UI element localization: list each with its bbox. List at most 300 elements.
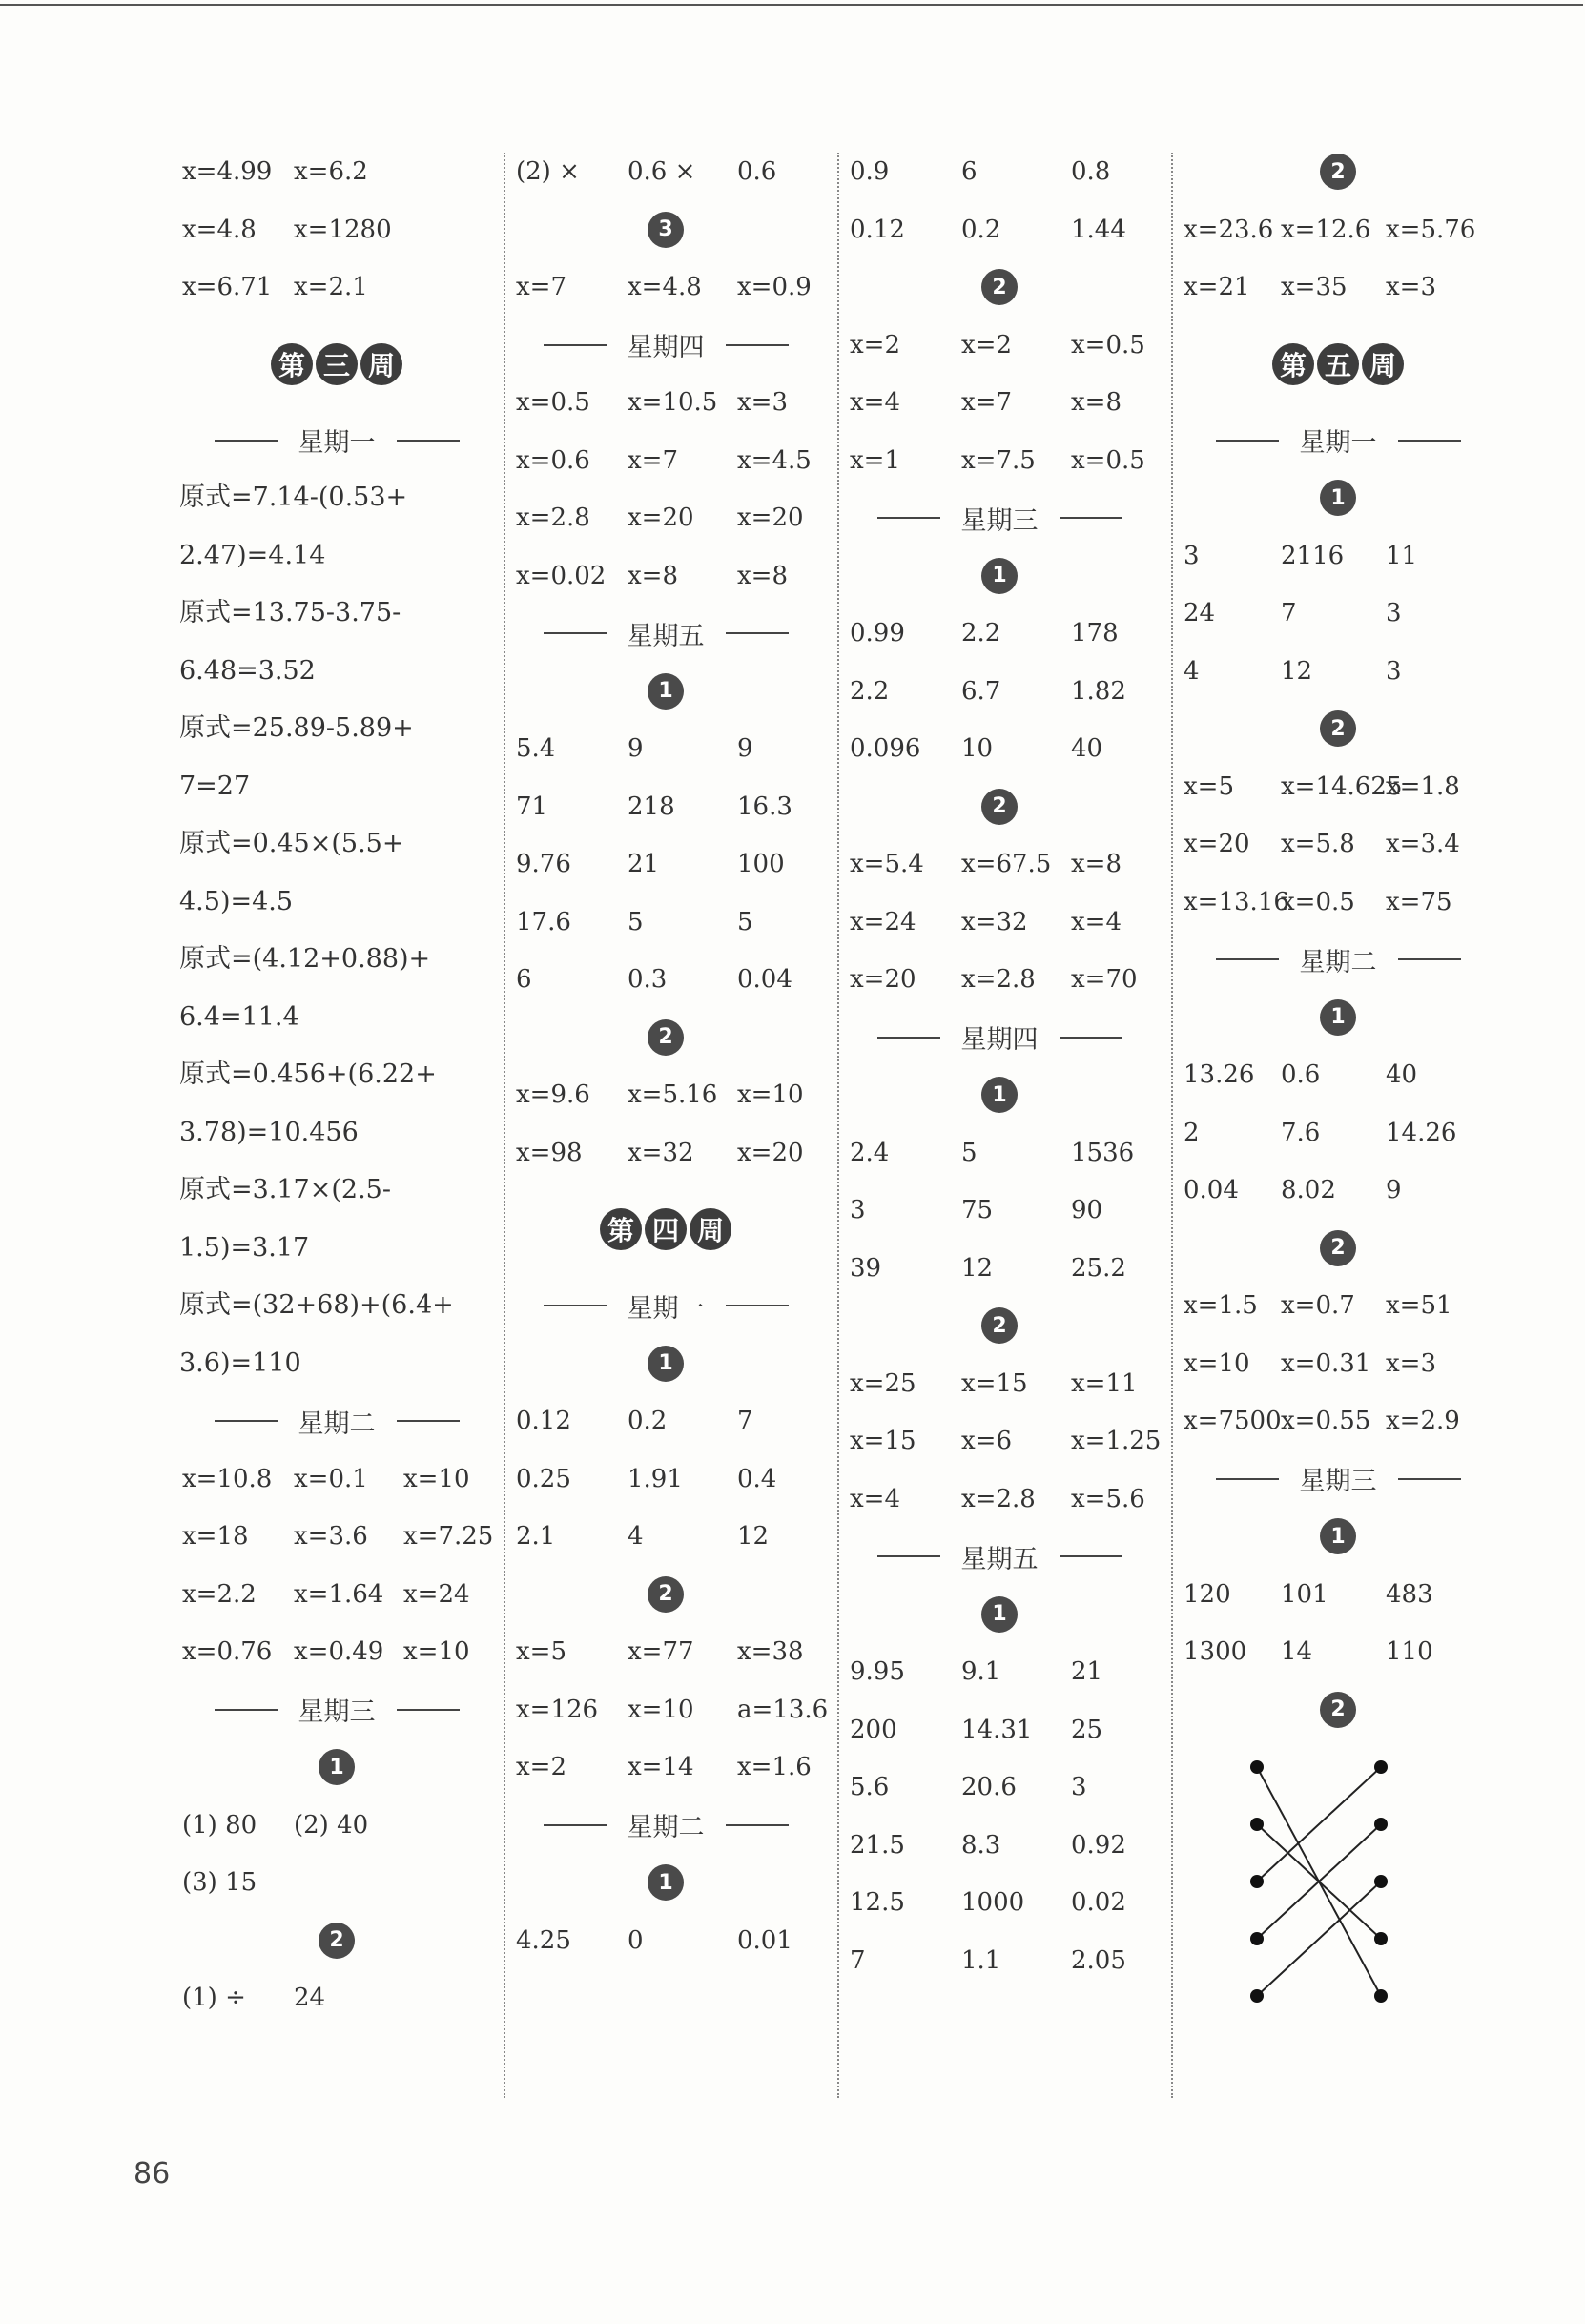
solution-line: 7=27 bbox=[179, 771, 251, 801]
answer-value: 7 bbox=[850, 1945, 866, 1975]
answer-value: x=5.16 bbox=[628, 1080, 718, 1109]
match-dot bbox=[1374, 1818, 1388, 1831]
answer-value: x=7500 bbox=[1184, 1407, 1282, 1435]
weekday-label: 星期一 bbox=[298, 428, 376, 459]
answer-row bbox=[847, 1817, 1152, 1875]
exercise-number bbox=[1181, 469, 1495, 527]
answer-row bbox=[179, 1450, 494, 1509]
answer-value: x=14 bbox=[628, 1753, 694, 1781]
match-dot bbox=[1250, 1989, 1264, 2003]
answer-row bbox=[179, 1566, 494, 1624]
solution-line: 原式=0.456+(6.22+ bbox=[179, 1059, 437, 1089]
answer-value: x=0.02 bbox=[516, 561, 607, 590]
heading-dash bbox=[877, 1037, 940, 1039]
weekday-heading bbox=[1181, 931, 1495, 989]
answer-row bbox=[513, 1066, 818, 1124]
answer-value: x=3 bbox=[1386, 273, 1436, 301]
weekday-heading bbox=[1181, 412, 1495, 470]
answer-row bbox=[847, 1874, 1152, 1932]
page-number: 86 bbox=[134, 2157, 171, 2190]
heading-dash bbox=[1216, 1478, 1279, 1480]
answer-value: 1000 bbox=[961, 1888, 1025, 1917]
answer-value: 12 bbox=[1281, 656, 1313, 686]
solution-line: 原式=(32+68)+(6.4+ bbox=[179, 1290, 454, 1320]
answer-value: 0.25 bbox=[516, 1464, 571, 1493]
answer-value: x=14.625 bbox=[1281, 771, 1403, 801]
solution-line: 原式=13.75-3.75- bbox=[179, 598, 401, 627]
answer-value: 1.44 bbox=[1071, 215, 1126, 244]
weekday-heading bbox=[513, 317, 818, 375]
answer-row bbox=[847, 1355, 1152, 1413]
answer-value: x=2.8 bbox=[961, 965, 1036, 994]
answer-value: x=4.99 bbox=[182, 157, 273, 186]
answer-row bbox=[179, 1797, 494, 1855]
heading-dash bbox=[1060, 1037, 1122, 1039]
answer-row bbox=[847, 1643, 1152, 1701]
answer-value: 8.02 bbox=[1281, 1176, 1336, 1204]
answer-row bbox=[847, 1758, 1152, 1817]
answer-row bbox=[1181, 1392, 1495, 1450]
answer-column-4 bbox=[1181, 143, 1495, 2015]
week-heading bbox=[179, 317, 494, 412]
answer-value: x=75 bbox=[1386, 887, 1452, 916]
answer-row bbox=[847, 1182, 1152, 1240]
exercise-number bbox=[513, 663, 818, 721]
answer-value: x=4 bbox=[850, 388, 900, 417]
answer-value: 71 bbox=[516, 792, 548, 821]
answer-row bbox=[1181, 874, 1495, 932]
exercise-number bbox=[847, 1066, 1152, 1124]
heading-dash bbox=[726, 344, 789, 346]
matching-lines bbox=[1181, 1738, 1495, 2015]
answer-value: 9 bbox=[1386, 1176, 1402, 1204]
answer-value: x=8 bbox=[1071, 850, 1122, 878]
answer-value: 2.05 bbox=[1071, 1945, 1126, 1975]
answer-value: 4.25 bbox=[516, 1925, 571, 1955]
answer-value: 1.82 bbox=[1071, 676, 1126, 706]
answer-value: x=24 bbox=[403, 1579, 470, 1609]
answer-value: a=13.6 bbox=[737, 1695, 829, 1724]
match-dot bbox=[1374, 1760, 1388, 1774]
answer-value: 14.31 bbox=[961, 1715, 1033, 1744]
answer-value: x=6.2 bbox=[294, 157, 368, 186]
answer-value: x=2.1 bbox=[294, 273, 368, 301]
heading-dash bbox=[877, 1555, 940, 1557]
answer-value: x=3 bbox=[1386, 1348, 1436, 1378]
heading-dash bbox=[215, 1420, 278, 1422]
answer-value: x=5.76 bbox=[1386, 215, 1476, 244]
solution-line: 6.48=3.52 bbox=[179, 655, 316, 686]
solution-line: 原式=25.89-5.89+ bbox=[179, 713, 414, 743]
answer-column-1 bbox=[179, 143, 494, 2027]
heading-dash bbox=[1398, 958, 1461, 960]
weekday-heading bbox=[513, 1277, 818, 1335]
answer-value: 7.6 bbox=[1281, 1118, 1321, 1147]
exercise-number bbox=[513, 1854, 818, 1912]
answer-value: x=0.5 bbox=[516, 388, 590, 417]
answer-row bbox=[847, 1701, 1152, 1759]
answer-row bbox=[1181, 1277, 1495, 1335]
answer-value: 21.5 bbox=[850, 1830, 905, 1860]
answer-value: x=0.5 bbox=[1071, 445, 1145, 475]
answer-value: x=4 bbox=[850, 1484, 900, 1513]
solution-line: 4.5)=4.5 bbox=[179, 886, 294, 916]
answer-value: 14.26 bbox=[1386, 1118, 1457, 1147]
answer-value: x=2.8 bbox=[961, 1484, 1036, 1513]
number-badge: 2 bbox=[1320, 1692, 1356, 1728]
answer-value: x=10.5 bbox=[628, 388, 718, 417]
answer-value: 25 bbox=[1071, 1715, 1103, 1744]
heading-dash bbox=[1060, 1555, 1122, 1557]
answer-value: 90 bbox=[1071, 1196, 1103, 1224]
match-dot bbox=[1374, 1875, 1388, 1888]
answer-value: 9.76 bbox=[516, 850, 571, 878]
answer-row bbox=[1181, 585, 1495, 643]
week-badge bbox=[1272, 343, 1404, 385]
week-char: 第 bbox=[600, 1208, 642, 1250]
answer-row bbox=[847, 1932, 1152, 1990]
answer-value: 16.3 bbox=[737, 792, 792, 821]
answer-value: 200 bbox=[850, 1715, 897, 1744]
answer-value: 39 bbox=[850, 1253, 882, 1283]
top-rule bbox=[0, 4, 1583, 6]
answer-value: x=8 bbox=[737, 561, 788, 590]
answer-value: 21 bbox=[628, 850, 660, 878]
answer-value: 5 bbox=[961, 1138, 978, 1167]
answer-value: 9 bbox=[628, 734, 644, 763]
answer-value: x=10 bbox=[1184, 1348, 1250, 1378]
answer-value: x=15 bbox=[850, 1427, 916, 1455]
answer-row bbox=[513, 1623, 818, 1681]
answer-row bbox=[179, 201, 494, 259]
heading-dash bbox=[1216, 440, 1279, 442]
answer-value: 1300 bbox=[1184, 1637, 1247, 1666]
answer-row bbox=[1181, 1623, 1495, 1681]
exercise-number bbox=[513, 1566, 818, 1624]
answer-value: 120 bbox=[1184, 1579, 1231, 1609]
answer-row bbox=[513, 1681, 829, 1739]
number-badge: 1 bbox=[1320, 480, 1356, 516]
answer-value: 2.2 bbox=[850, 676, 890, 706]
answer-row bbox=[513, 1738, 818, 1797]
answer-value: 0.096 bbox=[850, 734, 921, 763]
answer-value: 0.8 bbox=[1071, 157, 1111, 186]
answer-value: x=67.5 bbox=[961, 850, 1052, 878]
answer-row bbox=[513, 374, 818, 432]
answer-value: 10 bbox=[961, 734, 994, 763]
column-divider bbox=[504, 153, 505, 2098]
answer-row bbox=[847, 894, 1152, 952]
heading-dash bbox=[397, 1420, 460, 1422]
answer-value: x=8 bbox=[1071, 388, 1122, 417]
answer-value: 12 bbox=[961, 1253, 994, 1283]
answer-value: x=8 bbox=[628, 561, 678, 590]
number-badge: 1 bbox=[1320, 1518, 1356, 1554]
answer-column-3 bbox=[847, 143, 1162, 1989]
answer-value: 7 bbox=[737, 1407, 753, 1435]
answer-row bbox=[513, 489, 818, 547]
answer-row bbox=[1181, 758, 1495, 816]
week-char: 周 bbox=[1362, 343, 1404, 385]
answer-value: x=1280 bbox=[294, 215, 392, 244]
answer-value: 3 bbox=[1386, 656, 1402, 686]
answer-value: x=10 bbox=[403, 1637, 470, 1666]
match-dot bbox=[1250, 1875, 1264, 1888]
weekday-label: 星期二 bbox=[627, 1813, 705, 1843]
solution-line: 3.78)=10.456 bbox=[179, 1117, 359, 1147]
answer-value: 40 bbox=[1071, 734, 1103, 763]
answer-value: x=4.8 bbox=[628, 273, 702, 301]
answer-value: x=20 bbox=[737, 1138, 804, 1167]
answer-value: x=51 bbox=[1386, 1291, 1452, 1320]
answer-value: x=5 bbox=[1184, 771, 1234, 801]
answer-value: x=7.5 bbox=[961, 445, 1036, 475]
answer-value: 6 bbox=[961, 157, 978, 186]
week-heading bbox=[513, 1182, 818, 1277]
week-char: 四 bbox=[645, 1208, 687, 1250]
heading-dash bbox=[1216, 958, 1279, 960]
answer-value: 5.6 bbox=[850, 1773, 890, 1801]
weekday-label: 星期二 bbox=[1299, 947, 1377, 977]
answer-value: 0.04 bbox=[1184, 1176, 1239, 1204]
answer-row bbox=[1181, 643, 1495, 701]
answer-row bbox=[847, 374, 1152, 432]
answer-value: x=7.25 bbox=[403, 1522, 494, 1551]
week-badge bbox=[271, 343, 402, 385]
answer-row bbox=[847, 951, 1152, 1009]
answer-row bbox=[1181, 1566, 1495, 1624]
answer-row bbox=[513, 547, 818, 606]
weekday-label: 星期五 bbox=[627, 621, 705, 651]
answer-value: x=2 bbox=[850, 330, 900, 360]
answer-value: x=7 bbox=[961, 388, 1012, 417]
answer-value: (1) 80 bbox=[182, 1810, 257, 1840]
answer-value: 100 bbox=[737, 850, 785, 878]
solution-line: 1.5)=3.17 bbox=[179, 1232, 310, 1263]
answer-value: 0.12 bbox=[516, 1407, 571, 1435]
number-badge: 2 bbox=[648, 1576, 684, 1613]
answer-value: x=98 bbox=[516, 1138, 583, 1167]
answer-value: x=0.1 bbox=[294, 1464, 368, 1493]
number-badge: 1 bbox=[648, 1864, 684, 1901]
number-badge: 2 bbox=[1320, 710, 1356, 747]
answer-value: 483 bbox=[1386, 1579, 1433, 1609]
answer-value: x=35 bbox=[1281, 273, 1348, 301]
solution-line: 原式=3.17×(2.5- bbox=[179, 1175, 391, 1204]
answer-value: x=23.6 bbox=[1184, 215, 1274, 244]
answer-row bbox=[1181, 815, 1495, 874]
answer-value: 2.1 bbox=[516, 1522, 556, 1551]
weekday-label: 星期三 bbox=[1299, 1467, 1377, 1497]
answer-value: x=38 bbox=[737, 1637, 804, 1666]
week-badge bbox=[600, 1208, 731, 1250]
number-badge: 2 bbox=[319, 1923, 355, 1959]
heading-dash bbox=[1060, 517, 1122, 519]
answer-value: x=12.6 bbox=[1281, 215, 1371, 244]
answer-value: x=10 bbox=[628, 1695, 694, 1724]
answer-value: x=13.16 bbox=[1184, 887, 1289, 916]
match-line bbox=[1257, 1882, 1381, 1996]
answer-value: x=1.5 bbox=[1184, 1291, 1258, 1320]
answer-value: x=2.8 bbox=[516, 504, 590, 532]
number-badge: 1 bbox=[648, 1346, 684, 1382]
answer-row bbox=[1181, 1335, 1495, 1393]
weekday-heading bbox=[179, 412, 494, 470]
weekday-label: 星期三 bbox=[298, 1697, 376, 1728]
week-char: 五 bbox=[1317, 343, 1359, 385]
heading-dash bbox=[397, 1709, 460, 1711]
answer-value: 0.12 bbox=[850, 215, 905, 244]
answer-column-2 bbox=[513, 143, 829, 1969]
answer-row bbox=[847, 1240, 1152, 1298]
week-char: 周 bbox=[360, 343, 402, 385]
answer-value: x=5 bbox=[516, 1637, 566, 1666]
answer-value: 1.91 bbox=[628, 1464, 683, 1493]
answer-value: 218 bbox=[628, 792, 675, 821]
week-char: 周 bbox=[690, 1208, 731, 1250]
answer-value: x=0.9 bbox=[737, 273, 812, 301]
answer-row bbox=[847, 143, 1152, 201]
answer-value: 75 bbox=[961, 1196, 994, 1224]
answer-value: 0.3 bbox=[628, 965, 668, 994]
answer-value: 4 bbox=[628, 1522, 644, 1551]
answer-value: x=1.64 bbox=[294, 1579, 384, 1609]
answer-value: 0.9 bbox=[850, 157, 890, 186]
answer-row bbox=[847, 201, 1152, 259]
answer-value: 101 bbox=[1281, 1579, 1328, 1609]
answer-value: x=0.49 bbox=[294, 1637, 384, 1666]
answer-value: x=3.6 bbox=[294, 1522, 368, 1551]
column-divider bbox=[1171, 153, 1173, 2098]
week-char: 第 bbox=[1272, 343, 1314, 385]
answer-value: x=7 bbox=[628, 445, 678, 475]
answer-value: 13.26 bbox=[1184, 1060, 1255, 1089]
exercise-number bbox=[179, 1912, 494, 1970]
number-badge: 2 bbox=[1320, 1230, 1356, 1266]
exercise-number bbox=[1181, 989, 1495, 1047]
exercise-number bbox=[847, 547, 1152, 606]
weekday-label: 星期一 bbox=[1299, 428, 1377, 459]
answer-row bbox=[513, 778, 818, 836]
answer-value: x=24 bbox=[850, 907, 916, 936]
heading-dash bbox=[544, 1305, 607, 1306]
weekday-heading bbox=[179, 1681, 494, 1739]
answer-value: x=10 bbox=[403, 1464, 470, 1493]
answer-value: (3) 15 bbox=[182, 1868, 257, 1897]
solution-line: 3.6)=110 bbox=[179, 1347, 301, 1378]
exercise-number bbox=[847, 1586, 1152, 1644]
weekday-heading bbox=[847, 489, 1152, 547]
answer-value: 0 bbox=[628, 1925, 644, 1955]
answer-value: (2) × bbox=[516, 157, 580, 186]
weekday-label: 星期四 bbox=[960, 1025, 1039, 1056]
answer-value: 3 bbox=[1184, 541, 1200, 570]
heading-dash bbox=[726, 1305, 789, 1306]
answer-row bbox=[1181, 1046, 1495, 1104]
exercise-number bbox=[1181, 1220, 1495, 1278]
answer-value: 0.2 bbox=[961, 215, 1001, 244]
answer-row bbox=[847, 432, 1152, 490]
answer-value: x=32 bbox=[961, 907, 1028, 936]
answer-value: x=6 bbox=[961, 1427, 1012, 1455]
answer-value: x=1 bbox=[850, 445, 900, 475]
heading-dash bbox=[544, 344, 607, 346]
answer-value: 110 bbox=[1386, 1637, 1433, 1666]
answer-row bbox=[1181, 527, 1495, 586]
exercise-number bbox=[513, 1009, 818, 1067]
week-char: 第 bbox=[271, 343, 313, 385]
answer-value: 0.92 bbox=[1071, 1830, 1126, 1860]
answer-row bbox=[513, 1392, 818, 1450]
answer-value: x=10 bbox=[737, 1080, 804, 1109]
exercise-number bbox=[847, 1297, 1152, 1355]
answer-value: 4 bbox=[1184, 656, 1200, 686]
answer-row bbox=[179, 1854, 494, 1912]
answer-row bbox=[847, 1470, 1152, 1529]
number-badge: 1 bbox=[981, 1077, 1018, 1113]
answer-value: 5 bbox=[737, 907, 753, 936]
answer-value: x=77 bbox=[628, 1637, 694, 1666]
number-badge: 1 bbox=[648, 673, 684, 710]
heading-dash bbox=[215, 440, 278, 442]
answer-value: x=0.5 bbox=[1071, 330, 1145, 360]
number-badge: 2 bbox=[981, 269, 1018, 305]
answer-value: 12.5 bbox=[850, 1888, 905, 1917]
number-badge: 2 bbox=[648, 1019, 684, 1056]
column-divider bbox=[837, 153, 839, 2098]
answer-value: x=4.5 bbox=[737, 445, 812, 475]
answer-value: x=0.31 bbox=[1281, 1348, 1371, 1378]
heading-dash bbox=[726, 1824, 789, 1826]
answer-row bbox=[179, 258, 494, 317]
match-dot bbox=[1250, 1818, 1264, 1831]
exercise-number bbox=[847, 778, 1152, 836]
answer-row bbox=[179, 143, 494, 201]
answer-value: 14 bbox=[1281, 1637, 1313, 1666]
answer-row bbox=[179, 1969, 494, 2027]
number-badge: 2 bbox=[981, 789, 1018, 825]
answer-value: x=0.6 bbox=[516, 445, 590, 475]
answer-value: 1.1 bbox=[961, 1945, 1001, 1975]
answer-row bbox=[513, 143, 818, 201]
answer-row bbox=[513, 720, 818, 778]
answer-value: 9.95 bbox=[850, 1657, 905, 1686]
solution-line: 原式=(4.12+0.88)+ bbox=[179, 944, 431, 974]
answer-value: x=4 bbox=[1071, 907, 1122, 936]
answer-value: 9.1 bbox=[961, 1657, 1001, 1686]
answer-value: x=9.6 bbox=[516, 1080, 590, 1109]
answer-value: x=126 bbox=[516, 1695, 599, 1724]
weekday-heading bbox=[847, 1528, 1152, 1586]
answer-value: x=5.6 bbox=[1071, 1484, 1145, 1513]
answer-value: 24 bbox=[1184, 599, 1216, 627]
answer-value: x=32 bbox=[628, 1138, 694, 1167]
answer-row bbox=[1181, 1162, 1495, 1220]
answer-row bbox=[847, 663, 1152, 721]
answer-value: x=4.8 bbox=[182, 215, 257, 244]
answer-value: 0.6 bbox=[737, 157, 777, 186]
match-dot bbox=[1250, 1932, 1264, 1945]
answer-row bbox=[513, 432, 818, 490]
answer-row bbox=[847, 835, 1152, 894]
answer-value: x=2.2 bbox=[182, 1579, 257, 1609]
answer-row bbox=[1181, 201, 1495, 259]
match-dot bbox=[1374, 1932, 1388, 1945]
match-line bbox=[1257, 1767, 1381, 1882]
solution-line: 2.47)=4.14 bbox=[179, 540, 326, 570]
answer-value: x=10.8 bbox=[182, 1464, 273, 1493]
exercise-number bbox=[1181, 700, 1495, 758]
